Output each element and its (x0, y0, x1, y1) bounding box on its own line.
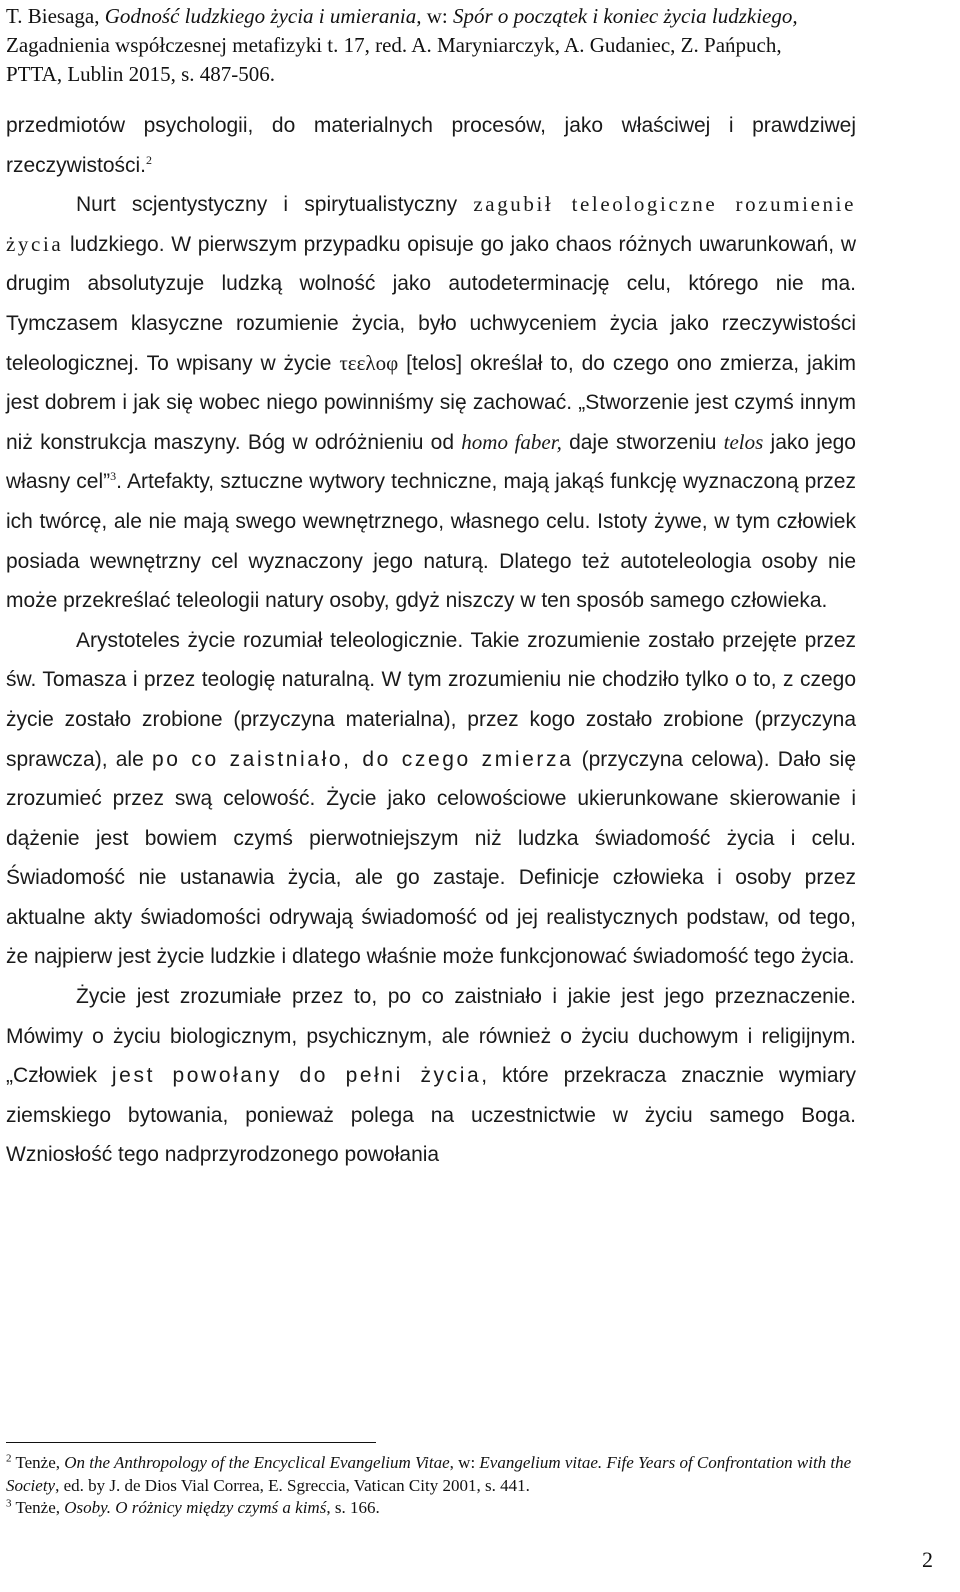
page-number: 2 (922, 1547, 933, 1572)
footnote-2-text-c: , ed. by J. de Dios Vial Correa, E. Sgreccia, Vatican City 2001, s. 441. (55, 1475, 530, 1495)
citation-in: w: (421, 4, 453, 28)
footnote-3 (6, 1497, 856, 1520)
p4-text-b: , które przekracza znacznie wymiary ziemskiego bytowania, ponieważ polega na uczestnictwie w życiu samego Boga. Wzniosłość tego nadprzyrodzonego powołania (6, 1064, 856, 1167)
footnote-ref-2[interactable]: 2 (146, 152, 153, 167)
citation-book-title: Spór o początek i koniec życia ludzkiego, (452, 4, 798, 28)
p2-text-e: jako jego własny cel” (6, 430, 856, 494)
footnote-2-title: On the Anthropology of the Encyclical Evangelium Vitae (64, 1453, 450, 1472)
main-text (6, 106, 856, 1175)
homo-faber-term: homo faber, (461, 429, 562, 454)
footnote-2-text-a: Tenże, (11, 1453, 65, 1472)
footnote-3-title: Osoby. O różnicy między czymś a kimś (64, 1498, 327, 1517)
p2-text-a: Nurt scjentystyczny i spirytualistyczny (76, 193, 474, 217)
greek-telos: τεελοφ (339, 350, 399, 375)
footnote-2-text-b: , w: (449, 1453, 480, 1472)
p3-text-b: (przyczyna celowa). Dało się zrozumieć przez swą celowość. Życie jako celowościowe ukierunkowane skierowanie i dążenie jest bowiem czymś pierwotniejszym niż ludzka świadomość życia i celu. Świadomość nie ustanawia życia, ale go zastaje. Definicje człowieka i osoby przez aktualne akty świadomości odrywają świadomość od jej realistycznych podstaw, od tego, że najpierw jest życie ludzkie i dlatego właśnie może funkcjonować świadomość tego życia. (6, 747, 857, 969)
footnote-3-number: 3 (6, 1497, 12, 1510)
citation-author: T. Biesaga, (6, 4, 105, 28)
citation-article-title: Godność ludzkiego życia i umierania, (104, 4, 422, 28)
citation-publisher: PTTA, Lublin 2015, s. 487-506. (6, 62, 275, 86)
p2-text-f: . Artefakty, sztuczne wytwory techniczne, mają jakąś funkcję wyznaczoną przez ich twórcę, ale nie mają swego wewnętrznego, własnego celu. Istoty żywe, w tym człowiek posiada wewnętrzny cel wyznaczony jego naturą. Dlatego też autoteleologia osoby nie może przekreślać teleologii natury osoby, gdyż niszczy w ten sposób samego człowieka. (6, 470, 856, 613)
paragraph-4 (6, 977, 856, 1175)
p3-spaced-emphasis: po co zaistniało, do czego zmierza (152, 747, 574, 771)
footnote-2-number: 2 (6, 1452, 12, 1465)
p1-text: przedmiotów psychologii, do materialnych procesów, jako właściwej i prawdziwej rzeczywistości. (6, 114, 856, 177)
footnotes (6, 1452, 856, 1520)
footnote-ref-3[interactable]: 3 (110, 469, 117, 484)
footnote-3-text-b: , s. 166. (326, 1498, 380, 1517)
p2-spaced-emphasis: zagubił teleologiczne rozumienie życia (6, 192, 856, 256)
p2-text-b: ludzkiego. W pierwszym przypadku opisuje go jako chaos różnych uwarunkowań, w drugim absolutyzuje ludzką wolność jako autodeterminację celu, którego nie ma. Tymczasem klasyczne rozumienie życia, było uchwyceniem życia jako rzeczywistości teleologicznej. To wpisany w życie (6, 232, 856, 375)
footnote-2 (6, 1452, 856, 1497)
paragraph-3 (6, 621, 856, 977)
citation-series: Zagadnienia współczesnej metafizyki t. 17, red. A. Maryniarczyk, A. Gudaniec, Z. Pańpuch, (6, 33, 782, 57)
paragraph-2 (6, 185, 856, 621)
footnote-3-text-a: Tenże, (11, 1498, 65, 1517)
footnote-separator (6, 1442, 376, 1443)
citation-header (6, 2, 946, 89)
telos-term: telos (723, 429, 764, 454)
p2-text-d: daje stworzeniu (561, 430, 724, 454)
footnote-2-book: Evangelium vitae. Fife Years of Confrontation with the Society (6, 1453, 852, 1495)
paragraph-1 (6, 106, 856, 185)
p4-spaced-emphasis: jest powołany do pełni życia (111, 1064, 482, 1088)
p4-text-a: Życie jest zrozumiałe przez to, po co zaistniało i jakie jest jego przeznaczenie. Mówimy o życiu biologicznym, psychicznym, ale również o życiu duchowym i religijnym. „Człowiek (6, 985, 856, 1088)
p3-text-a: Arystoteles życie rozumiał teleologicznie. Takie zrozumienie zostało przejęte przez św. Tomasza i przez teologię naturalną. W tym zrozumieniu nie chodziło tylko o to, z czego życie zostało zrobione (przyczyna materialna), przez kogo zostało zrobione (przyczyna sprawcza), ale (6, 628, 856, 771)
p2-text-c: [telos] określał to, do czego ono zmierza, jakim jest dobrem i jak się wobec niego powinniśmy się zachować. „Stworzenie jest czymś innym niż konstrukcja maszyny. Bóg w odróżnieniu od (6, 351, 856, 454)
